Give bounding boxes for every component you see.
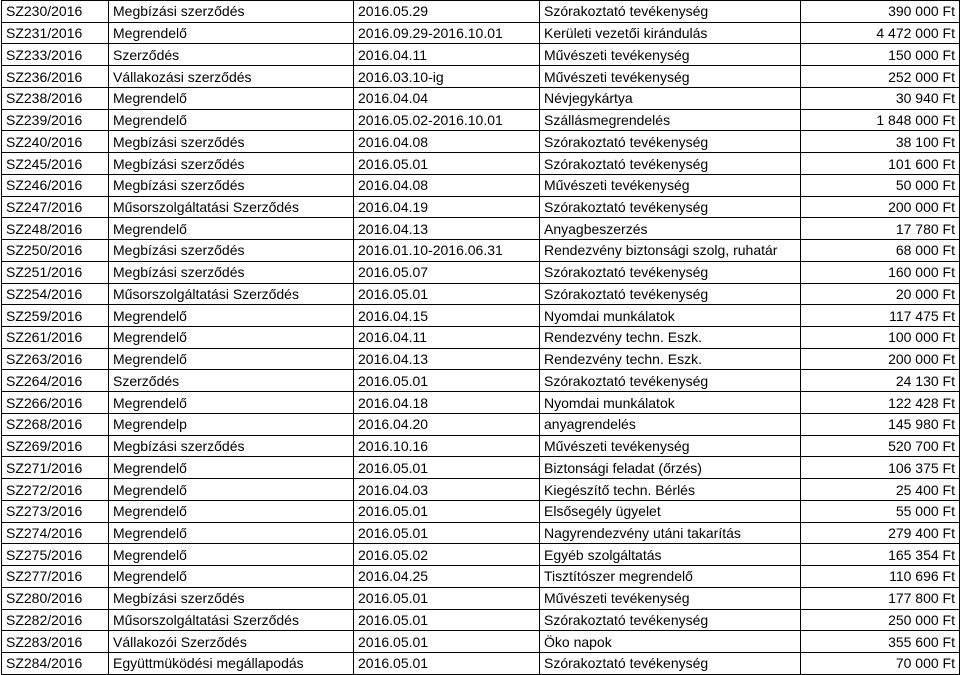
date-cell: 2016.04.20	[354, 413, 540, 435]
contract-id-cell: SZ246/2016	[2, 174, 109, 196]
table-row	[2, 566, 960, 588]
contract-id-cell: SZ236/2016	[2, 66, 109, 88]
contract-type-cell: Szerződés	[109, 44, 354, 66]
contract-id-cell: SZ274/2016	[2, 522, 109, 544]
table-row	[2, 631, 960, 653]
description-cell: Művészeti tevékenység	[540, 44, 801, 66]
table-row	[2, 261, 960, 283]
date-cell: 2016.09.29-2016.10.01	[354, 22, 540, 44]
amount-cell: 25 400 Ft	[801, 479, 960, 501]
amount-cell: 110 696 Ft	[801, 566, 960, 588]
amount-cell: 17 780 Ft	[801, 218, 960, 240]
date-cell: 2016.05.01	[354, 500, 540, 522]
description-cell: Művészeti tevékenység	[540, 66, 801, 88]
date-cell: 2016.04.25	[354, 566, 540, 588]
table-row	[2, 544, 960, 566]
table-row	[2, 327, 960, 349]
contract-type-cell: Megrendelő	[109, 566, 354, 588]
table-row	[2, 174, 960, 196]
table-row	[2, 283, 960, 305]
contract-type-cell: Megrendelő	[109, 522, 354, 544]
contract-type-cell: Műsorszolgáltatási Szerződés	[109, 196, 354, 218]
contract-type-cell: Megbízási szerződés	[109, 261, 354, 283]
description-cell: Nyomdai munkálatok	[540, 305, 801, 327]
table-row	[2, 392, 960, 414]
description-cell: Kerületi vezetői kirándulás	[540, 22, 801, 44]
contract-id-cell: SZ248/2016	[2, 218, 109, 240]
contract-type-cell: Megrendelő	[109, 500, 354, 522]
description-cell: Nagyrendezvény utáni takarítás	[540, 522, 801, 544]
description-cell: Rendezvény techn. Eszk.	[540, 327, 801, 349]
contract-type-cell: Megrendelő	[109, 22, 354, 44]
amount-cell: 24 130 Ft	[801, 370, 960, 392]
date-cell: 2016.01.10-2016.06.31	[354, 240, 540, 262]
contract-type-cell: Vállakozói Szerződés	[109, 631, 354, 653]
contract-id-cell: SZ261/2016	[2, 327, 109, 349]
table-row	[2, 305, 960, 327]
amount-cell: 70 000 Ft	[801, 653, 960, 675]
contract-type-cell: Együttmüködési megállapodás	[109, 653, 354, 675]
date-cell: 2016.04.08	[354, 131, 540, 153]
amount-cell: 355 600 Ft	[801, 631, 960, 653]
date-cell: 2016.05.01	[354, 370, 540, 392]
contracts-table-body	[2, 1, 960, 675]
contract-id-cell: SZ284/2016	[2, 653, 109, 675]
contract-id-cell: SZ247/2016	[2, 196, 109, 218]
amount-cell: 160 000 Ft	[801, 261, 960, 283]
description-cell: Tisztítószer megrendelő	[540, 566, 801, 588]
contract-id-cell: SZ245/2016	[2, 153, 109, 175]
contract-type-cell: Vállakozási szerződés	[109, 66, 354, 88]
table-row	[2, 522, 960, 544]
date-cell: 2016.04.18	[354, 392, 540, 414]
amount-cell: 100 000 Ft	[801, 327, 960, 349]
amount-cell: 250 000 Ft	[801, 609, 960, 631]
contract-type-cell: Műsorszolgáltatási Szerződés	[109, 283, 354, 305]
table-row	[2, 66, 960, 88]
contract-id-cell: SZ272/2016	[2, 479, 109, 501]
amount-cell: 20 000 Ft	[801, 283, 960, 305]
description-cell: Anyagbeszerzés	[540, 218, 801, 240]
amount-cell: 4 472 000 Ft	[801, 22, 960, 44]
date-cell: 2016.04.11	[354, 327, 540, 349]
amount-cell: 38 100 Ft	[801, 131, 960, 153]
amount-cell: 1 848 000 Ft	[801, 109, 960, 131]
contract-type-cell: Megbízási szerződés	[109, 1, 354, 23]
description-cell: Művészeti tevékenység	[540, 435, 801, 457]
contract-type-cell: Megbízási szerződés	[109, 587, 354, 609]
description-cell: Szórakoztató tevékenység	[540, 261, 801, 283]
table-row	[2, 457, 960, 479]
description-cell: Szórakoztató tevékenység	[540, 1, 801, 23]
description-cell: Rendezvény techn. Eszk.	[540, 348, 801, 370]
amount-cell: 165 354 Ft	[801, 544, 960, 566]
amount-cell: 279 400 Ft	[801, 522, 960, 544]
amount-cell: 520 700 Ft	[801, 435, 960, 457]
contract-id-cell: SZ264/2016	[2, 370, 109, 392]
contract-type-cell: Megrendelő	[109, 109, 354, 131]
contract-type-cell: Megbízási szerződés	[109, 240, 354, 262]
description-cell: Szállásmegrendelés	[540, 109, 801, 131]
description-cell: Névjegykártya	[540, 87, 801, 109]
description-cell: Kiegészítő techn. Bérlés	[540, 479, 801, 501]
table-row	[2, 587, 960, 609]
table-row	[2, 87, 960, 109]
contract-type-cell: Megbízási szerződés	[109, 435, 354, 457]
description-cell: Művészeti tevékenység	[540, 174, 801, 196]
contract-id-cell: SZ230/2016	[2, 1, 109, 23]
description-cell: Szórakoztató tevékenység	[540, 370, 801, 392]
contract-id-cell: SZ283/2016	[2, 631, 109, 653]
description-cell: Öko napok	[540, 631, 801, 653]
date-cell: 2016.05.01	[354, 631, 540, 653]
contract-id-cell: SZ273/2016	[2, 500, 109, 522]
contract-type-cell: Megrendelő	[109, 327, 354, 349]
contract-type-cell: Műsorszolgáltatási Szerződés	[109, 609, 354, 631]
contract-type-cell: Megrendelp	[109, 413, 354, 435]
date-cell: 2016.03.10-ig	[354, 66, 540, 88]
contract-id-cell: SZ259/2016	[2, 305, 109, 327]
contract-id-cell: SZ250/2016	[2, 240, 109, 262]
contract-type-cell: Megrendelő	[109, 218, 354, 240]
date-cell: 2016.05.29	[354, 1, 540, 23]
table-row	[2, 240, 960, 262]
contract-id-cell: SZ251/2016	[2, 261, 109, 283]
date-cell: 2016.04.04	[354, 87, 540, 109]
table-row	[2, 218, 960, 240]
table-row	[2, 435, 960, 457]
amount-cell: 177 800 Ft	[801, 587, 960, 609]
contract-id-cell: SZ240/2016	[2, 131, 109, 153]
date-cell: 2016.04.13	[354, 218, 540, 240]
contract-id-cell: SZ268/2016	[2, 413, 109, 435]
amount-cell: 122 428 Ft	[801, 392, 960, 414]
contract-id-cell: SZ231/2016	[2, 22, 109, 44]
date-cell: 2016.05.07	[354, 261, 540, 283]
contract-id-cell: SZ233/2016	[2, 44, 109, 66]
contract-type-cell: Megbízási szerződés	[109, 153, 354, 175]
contract-type-cell: Megrendelő	[109, 544, 354, 566]
table-row	[2, 348, 960, 370]
contract-type-cell: Megrendelő	[109, 392, 354, 414]
amount-cell: 200 000 Ft	[801, 196, 960, 218]
description-cell: Szórakoztató tevékenység	[540, 609, 801, 631]
date-cell: 2016.04.13	[354, 348, 540, 370]
description-cell: Egyéb szolgáltatás	[540, 544, 801, 566]
date-cell: 2016.04.15	[354, 305, 540, 327]
table-row	[2, 153, 960, 175]
date-cell: 2016.04.08	[354, 174, 540, 196]
amount-cell: 145 980 Ft	[801, 413, 960, 435]
date-cell: 2016.05.01	[354, 653, 540, 675]
date-cell: 2016.04.11	[354, 44, 540, 66]
amount-cell: 390 000 Ft	[801, 1, 960, 23]
date-cell: 2016.04.19	[354, 196, 540, 218]
contract-type-cell: Szerződés	[109, 370, 354, 392]
table-row	[2, 1, 960, 23]
description-cell: Szórakoztató tevékenység	[540, 196, 801, 218]
description-cell: anyagrendelés	[540, 413, 801, 435]
date-cell: 2016.05.01	[354, 457, 540, 479]
contract-type-cell: Megrendelő	[109, 457, 354, 479]
description-cell: Elsősegély ügyelet	[540, 500, 801, 522]
table-row	[2, 44, 960, 66]
table-row	[2, 413, 960, 435]
table-row	[2, 500, 960, 522]
contract-type-cell: Megrendelő	[109, 348, 354, 370]
description-cell: Biztonsági feladat (őrzés)	[540, 457, 801, 479]
contract-type-cell: Megrendelő	[109, 479, 354, 501]
amount-cell: 117 475 Ft	[801, 305, 960, 327]
table-row	[2, 479, 960, 501]
table-row	[2, 22, 960, 44]
contract-id-cell: SZ282/2016	[2, 609, 109, 631]
contract-type-cell: Megbízási szerződés	[109, 174, 354, 196]
contract-id-cell: SZ280/2016	[2, 587, 109, 609]
contract-type-cell: Megbízási szerződés	[109, 131, 354, 153]
contract-id-cell: SZ266/2016	[2, 392, 109, 414]
amount-cell: 30 940 Ft	[801, 87, 960, 109]
amount-cell: 50 000 Ft	[801, 174, 960, 196]
amount-cell: 101 600 Ft	[801, 153, 960, 175]
amount-cell: 252 000 Ft	[801, 66, 960, 88]
contract-id-cell: SZ269/2016	[2, 435, 109, 457]
description-cell: Nyomdai munkálatok	[540, 392, 801, 414]
amount-cell: 150 000 Ft	[801, 44, 960, 66]
date-cell: 2016.05.01	[354, 522, 540, 544]
contract-id-cell: SZ277/2016	[2, 566, 109, 588]
table-row	[2, 653, 960, 675]
date-cell: 2016.10.16	[354, 435, 540, 457]
date-cell: 2016.05.01	[354, 153, 540, 175]
table-row	[2, 609, 960, 631]
description-cell: Művészeti tevékenység	[540, 587, 801, 609]
contract-id-cell: SZ238/2016	[2, 87, 109, 109]
contract-id-cell: SZ271/2016	[2, 457, 109, 479]
amount-cell: 55 000 Ft	[801, 500, 960, 522]
description-cell: Rendezvény biztonsági szolg, ruhatár	[540, 240, 801, 262]
contract-id-cell: SZ239/2016	[2, 109, 109, 131]
table-row	[2, 109, 960, 131]
date-cell: 2016.04.03	[354, 479, 540, 501]
contract-id-cell: SZ275/2016	[2, 544, 109, 566]
contract-type-cell: Megrendelő	[109, 305, 354, 327]
date-cell: 2016.05.02-2016.10.01	[354, 109, 540, 131]
contract-id-cell: SZ263/2016	[2, 348, 109, 370]
contract-type-cell: Megrendelő	[109, 87, 354, 109]
amount-cell: 200 000 Ft	[801, 348, 960, 370]
description-cell: Szórakoztató tevékenység	[540, 153, 801, 175]
table-row	[2, 370, 960, 392]
date-cell: 2016.05.01	[354, 587, 540, 609]
description-cell: Szórakoztató tevékenység	[540, 131, 801, 153]
table-row	[2, 131, 960, 153]
contract-id-cell: SZ254/2016	[2, 283, 109, 305]
description-cell: Szórakoztató tevékenység	[540, 653, 801, 675]
amount-cell: 106 375 Ft	[801, 457, 960, 479]
date-cell: 2016.05.01	[354, 283, 540, 305]
date-cell: 2016.05.02	[354, 544, 540, 566]
table-row	[2, 196, 960, 218]
amount-cell: 68 000 Ft	[801, 240, 960, 262]
date-cell: 2016.05.01	[354, 609, 540, 631]
contracts-table	[1, 0, 960, 675]
description-cell: Szórakoztató tevékenység	[540, 283, 801, 305]
